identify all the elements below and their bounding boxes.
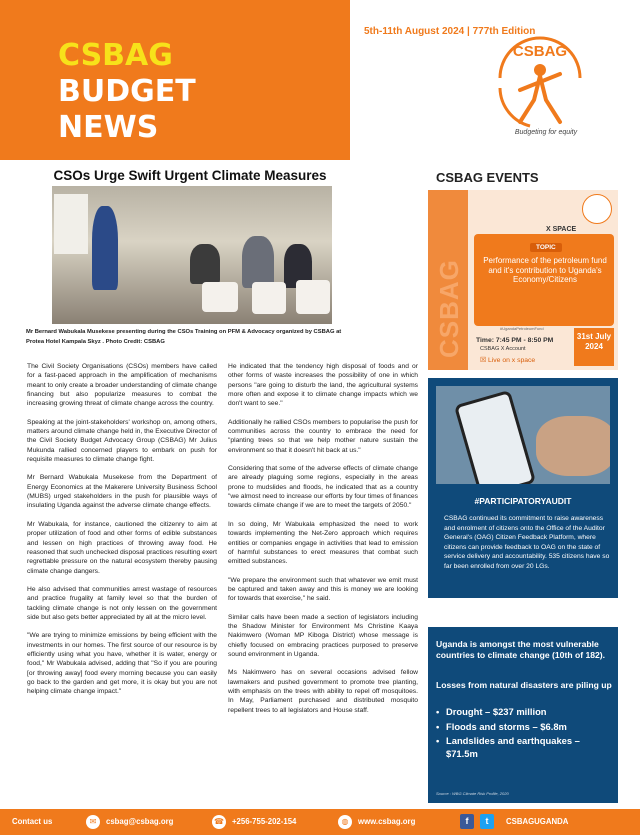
article-paragraph: Additionally he rallied CSOs members to popularise the push for communities across the country to embrace the need for "planting trees so that we help mother nature sustain the environment so that it doesn't hit back at us.": [228, 418, 418, 454]
audit-phone-photo: [436, 386, 610, 484]
logo-wordmark: CSBAG: [512, 43, 568, 60]
photo-chair: [202, 282, 238, 312]
article-paragraph: He also advised that communities arrest wastage of resources and practice frugality at family level so that the burden of tackling climate change is not only lessen on the government side but also gets better appreciated by all at the micro level.: [27, 585, 217, 621]
phone-icon: [454, 390, 536, 484]
footer-contact-label: Contact us: [12, 817, 53, 826]
article-paragraph: "We prepare the environment such that whatever we emit must be captured and taken away and this is money we are looking for towards that exercise," he said.: [228, 576, 418, 603]
article-paragraph: Speaking at the joint-stakeholders' workshop on, among others, matters around climate change held in, the Executive Director of the Civil Society Budget Advocacy Group (CSBAG) Mr Julius Mukunda rallied concerned players to embark on push for requisite measures to climate change fight.: [27, 418, 217, 464]
audit-title: #PARTICIPATORYAUDIT: [474, 496, 572, 506]
facts-source: Source : WBG Climate Risk Profile, 2020: [436, 791, 509, 796]
poster-date: 31st July 2024: [574, 328, 614, 366]
facts-subheading: Losses from natural disasters are piling up: [436, 680, 612, 690]
article-column-right: [228, 362, 418, 724]
poster-xspace-label: X SPACE: [546, 226, 577, 233]
audit-text: CSBAG continued its commitment to raise awareness and enrolment of citizens onto the Office of the Auditor General's (OAG) Citizen Feedback Platform, where citizens can provide feedback to OAG on the state of service delivery and accountability. 535 citizens have so far been enrolled from over 20 LGs.: [444, 515, 610, 570]
facts-list-item: • Floods and storms – $6.8m: [436, 721, 614, 734]
footer-phone[interactable]: +256-755-202-154: [232, 817, 297, 826]
poster-live-text: Live on x space: [487, 357, 536, 364]
footer-website-link[interactable]: www.csbag.org: [358, 817, 416, 826]
facts-list: [436, 706, 614, 762]
poster-live-link[interactable]: [480, 356, 535, 364]
article-paragraph: Mr Wabukala, for instance, cautioned the citizenry to aim at proper utilization of food and other forms of edible substances and lessen on high practices of throwing away food. He reasoned that such unchecked disposal practices resulting exert regrettable pressure on the natural ecosystem thereby pausing climate change dangers.: [27, 520, 217, 575]
poster-hashtag: #UgandaPetroleumFund: [500, 326, 544, 331]
photo-projector-screen: [54, 194, 88, 254]
article-headline: CSOs Urge Swift Urgent Climate Measures: [53, 168, 327, 183]
facts-list-item: • Landslides and earthquakes – $71.5m: [436, 735, 614, 760]
edition-line: 5th-11th August 2024 | 777th Edition: [364, 26, 536, 37]
article-photo: [52, 186, 332, 324]
article-paragraph: Ms Nakimwero has on several occasions advised fellow lawmakers and pushed government to promote tree planting, with emphasis on the trees with ability to repel off mosquitoes. In May, Parliament purchased and distributed mosquito repellent trees to all legislators and House staff.: [228, 669, 418, 714]
poster-vertical-wordmark: CSBAG: [434, 259, 464, 358]
facts-list-item: • Drought – $237 million: [436, 706, 614, 719]
facebook-icon[interactable]: f: [460, 814, 474, 829]
article-paragraph: Similar calls have been made a section of legislators including the Shadow Minister for Environment Ms Christine Kaaya Nakimwero (Woman MP Kiboga District) whose message is chiefly focused on embracing practices purposed to preserve sound environment in Uganda.: [228, 613, 418, 658]
photo-hand: [536, 416, 610, 476]
footer-social-handle[interactable]: CSBAGUGANDA: [506, 817, 569, 826]
poster-logo-icon: [582, 194, 612, 224]
footer-bar: [0, 809, 640, 835]
photo-chair: [252, 282, 286, 314]
logo-tagline: Budgeting for equity: [514, 129, 578, 136]
article-paragraph: In so doing, Mr Wabukala emphasized the need to work towards implementing the Net-Zero approach which requires entities or companies engage in activities that lead to emission of harmful substances to erect measures that combat such emitted substances.: [228, 520, 418, 566]
xspace-event-poster: [428, 190, 618, 370]
poster-topic-text: Performance of the petroleum fund and it's contribution to Uganda's Economy/Citizens: [483, 256, 607, 284]
article-paragraph: Considering that some of the adverse effects of climate change are already plaguing some regions, especially in the areas prone to mudslides and floods, he indicated that as a country "we almost need to increase our efforts by four times of finances towards climate change if we are to meet the targets of 2050.": [228, 465, 418, 510]
poster-time: Time: 7:45 PM - 8:50 PM: [476, 337, 554, 344]
article-paragraph: Mr Bernard Wabukala Musekese from the Department of Energy Economics at the Makerere University Business School (MUBS) urged stakeholders in the push for plausible ways of insulating Uganda against the adverse climate change effects.: [27, 474, 217, 510]
photo-attendee: [190, 244, 220, 284]
article-paragraph: He indicated that the tendency high disposal of foods and or other forms of waste increases the possibility of one in which persons "are going to disturb the land, the agricultural systems more often and expose it to climate change impacts which we don't want to see.": [228, 363, 418, 408]
footer-email-link[interactable]: csbag@csbag.org: [106, 817, 174, 826]
photo-chair: [296, 280, 330, 314]
masthead-line-1: CSBAG: [58, 38, 173, 73]
climate-facts-box: [428, 627, 618, 803]
globe-icon: ◍: [338, 815, 352, 829]
article-paragraph: "We are trying to minimize emissions by being efficient with the investments in our homes. The first source of our resource is by efficiently using what you have, whether it is water, energy or food," Mr Wabukala advised, adding that "So if you are pouring [or throwing away] food every morning because you can easily go back to the garden and get more, it is okay but you are not helping climate change impact.": [27, 632, 217, 696]
photo-presenter: [92, 206, 118, 290]
photo-caption: Mr Bernard Wabukala Musekese presenting during the CSOs Training on PFM & Advocacy organized by CSBAG at Protea Hotel Kampala Skyz . Photo Credit: CSBAG: [26, 329, 342, 345]
masthead-banner: [0, 0, 640, 160]
events-section-title: CSBAG EVENTS: [436, 170, 539, 185]
participatory-audit-card: [428, 378, 618, 598]
newsletter-title: [58, 38, 196, 146]
photo-attendee: [242, 236, 274, 288]
csbag-logo-icon: [490, 30, 590, 140]
article-column-left: [27, 362, 217, 706]
phone-icon: ☎: [212, 815, 226, 829]
masthead-line-3: NEWS: [58, 110, 159, 145]
email-icon: ✉: [86, 815, 100, 829]
poster-account: CSBAG X Account: [480, 346, 526, 352]
x-icon: ☒: [480, 357, 488, 364]
twitter-icon[interactable]: t: [480, 814, 494, 829]
masthead-line-2: BUDGET: [58, 74, 196, 109]
poster-topic-label: TOPIC: [530, 243, 562, 252]
facts-heading: Uganda is amongst the most vulnerable countries to climate change (10th of 182).: [436, 639, 606, 660]
article-paragraph: The Civil Society Organisations (CSOs) members have called for a fast-paced approach in the amplification of mechanisms meant to only create a broader understanding of climate change financing but also popularize measures to combat the increasing growing threat of climate change across the country.: [27, 363, 217, 408]
